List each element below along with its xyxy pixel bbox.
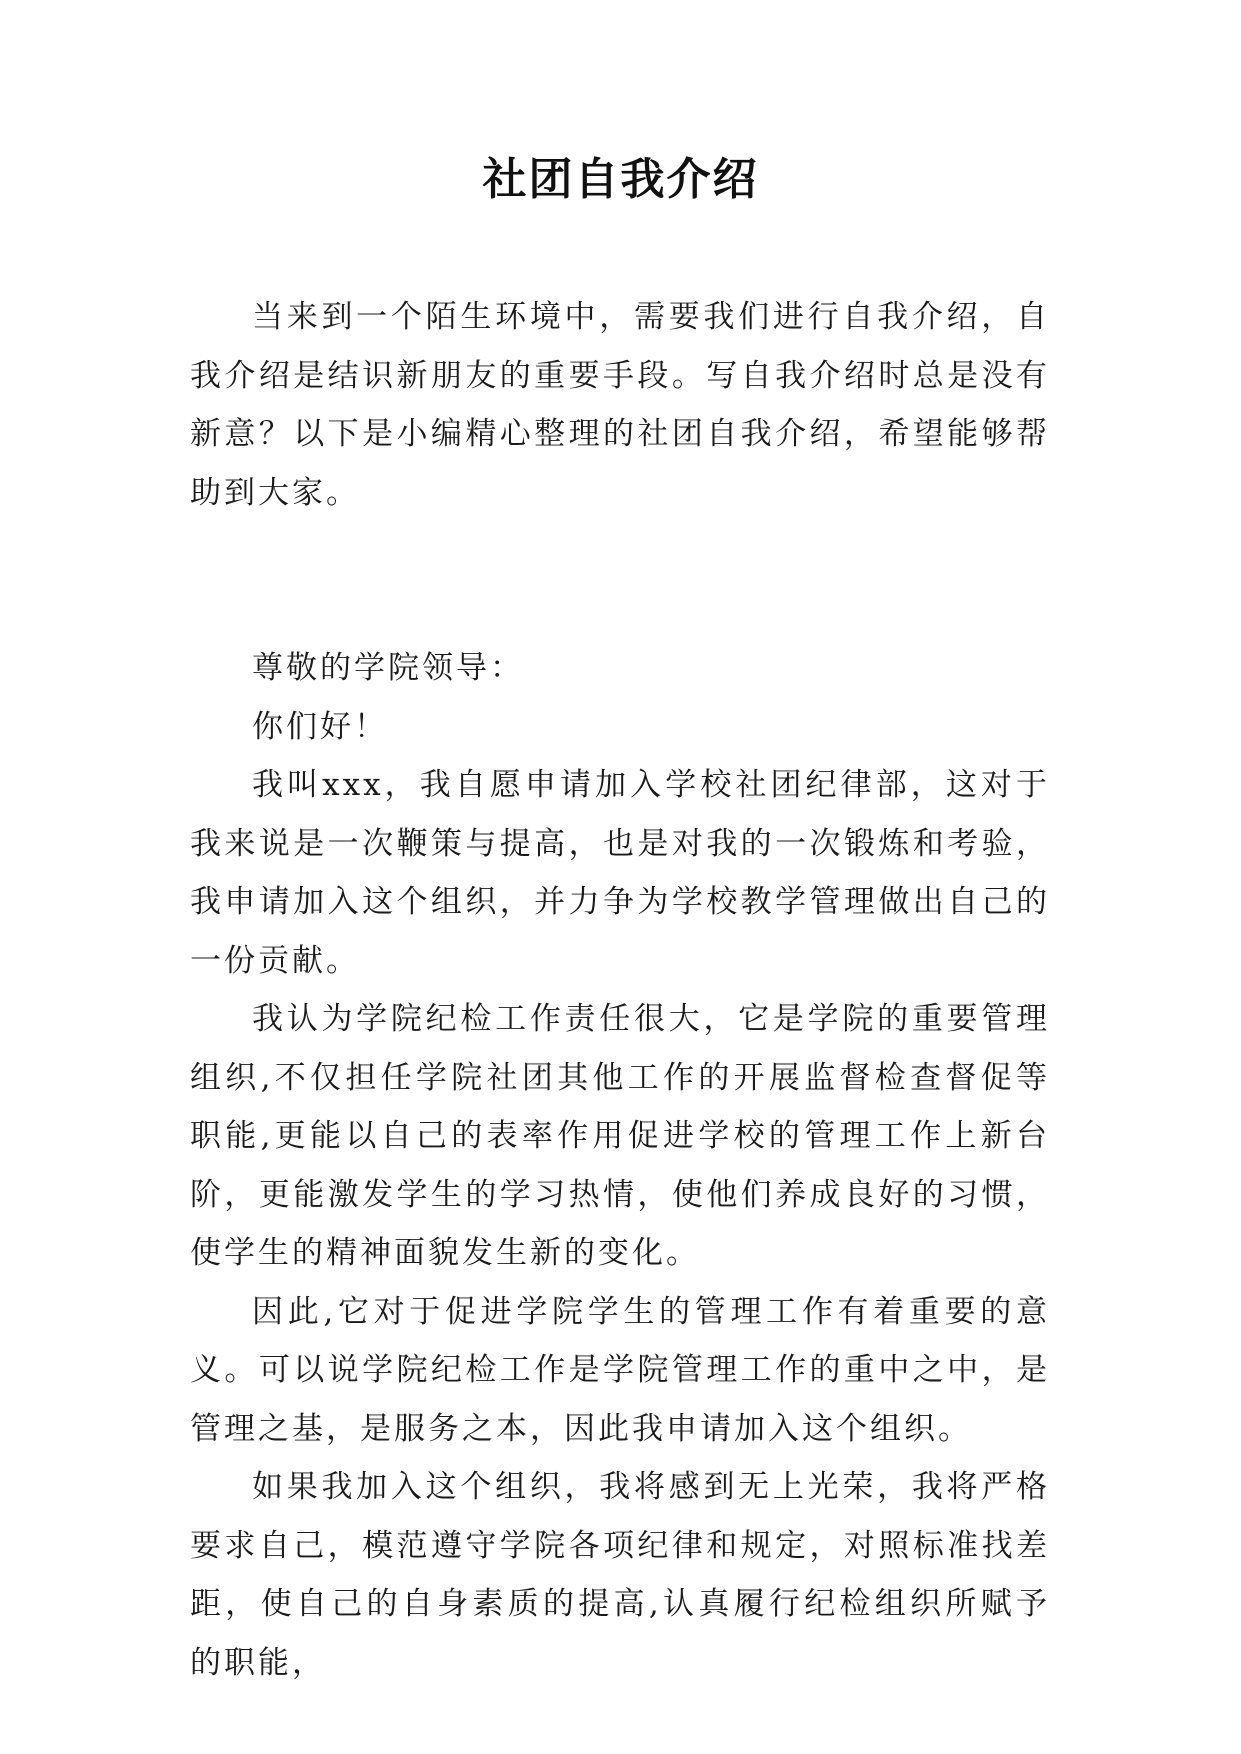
document-body	[190, 288, 1050, 1692]
body-paragraph: 我叫xxx，我自愿申请加入学校社团纪律部，这对于我来说是一次鞭策与提高，也是对我的一次锻炼和考验，我申请加入这个组织，并力争为学校教学管理做出自己的一份贡献。	[190, 767, 1050, 979]
body-paragraph: 我认为学院纪检工作责任很大，它是学院的重要管理组织,不仅担任学院社团其他工作的开展监督检查督促等职能,更能以自己的表率作用促进学校的管理工作上新台阶，更能激发学生的学习热情，使他们养成良好的习惯，使学生的精神面貌发生新的变化。	[190, 1001, 1050, 1271]
salutation-line: 尊敬的学院领导：	[252, 650, 524, 686]
body-paragraph: 因此,它对于促进学院学生的管理工作有着重要的意义。可以说学院纪检工作是学院管理工作的重中之中，是管理之基，是服务之本，因此我申请加入这个组织。	[190, 1293, 1050, 1447]
greeting-line: 你们好！	[252, 708, 388, 745]
document-title: 社团自我介绍	[482, 154, 759, 205]
intro-paragraph: 当来到一个陌生环境中，需要我们进行自我介绍，自我介绍是结识新朋友的重要手段。写自我介绍时总是没有新意？以下是小编精心整理的社团自我介绍，希望能够帮助到大家。	[190, 299, 1050, 511]
section-gap	[190, 522, 1050, 639]
body-paragraph: 如果我加入这个组织，我将感到无上光荣，我将严格要求自己，模范遵守学院各项纪律和规定，对照标准找差距，使自己的自身素质的提高,认真履行纪检组织所赋予的职能，	[190, 1469, 1050, 1681]
